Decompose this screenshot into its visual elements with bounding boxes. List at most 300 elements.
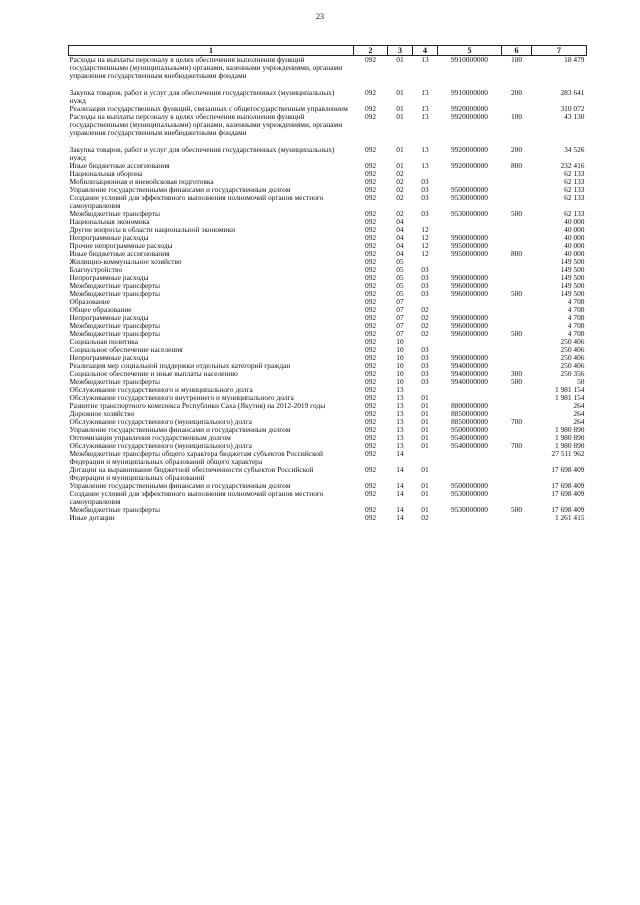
row-subsection-code: 01: [421, 418, 429, 426]
row-amount: 62 133: [564, 210, 585, 218]
row-amount: 264: [573, 418, 585, 426]
column-header-6: 6: [502, 46, 532, 56]
row-subsection-code: 02: [421, 322, 429, 330]
row-amount: 43 130: [564, 113, 585, 121]
row-amount: 62 133: [564, 194, 585, 202]
table-row: [69, 338, 587, 346]
row-expense-type: [502, 322, 532, 330]
table-row: [69, 370, 587, 378]
row-expense-type: [502, 298, 532, 306]
table-row: [69, 105, 587, 113]
row-subsection-code: [413, 450, 438, 466]
table-row: [69, 282, 587, 290]
row-target-article: [438, 178, 502, 186]
table-row: [69, 178, 587, 186]
row-target-article: 9960000000: [451, 322, 488, 330]
row-amount: 1 981 154: [554, 386, 585, 394]
row-section-code: 13: [396, 410, 404, 418]
row-expense-type: [502, 362, 532, 370]
row-name: Управление государственными финансами и государственным долгом: [69, 186, 291, 194]
row-subsection-code: 01: [421, 442, 429, 450]
row-section-code: 04: [396, 242, 404, 250]
row-section-code: 07: [396, 330, 404, 338]
row-section-code: 07: [396, 298, 404, 306]
table-row: [69, 242, 587, 250]
row-target-article: 9950000000: [451, 250, 488, 258]
row-target-article: [438, 394, 502, 402]
row-name: Социальная политика: [69, 338, 139, 346]
row-target-article: 8800000000: [451, 402, 488, 410]
row-name: Образование: [69, 298, 111, 306]
row-grbs-code: 092: [364, 274, 377, 282]
row-subsection-code: 01: [421, 402, 429, 410]
row-amount: 149 500: [560, 282, 585, 290]
row-expense-type: [502, 482, 532, 490]
row-expense-type: 200: [510, 146, 523, 154]
row-subsection-code: 13: [421, 113, 429, 121]
row-expense-type: 100: [510, 113, 523, 121]
row-subsection-code: [413, 258, 438, 266]
row-grbs-code: 092: [364, 418, 377, 426]
row-grbs-code: 092: [364, 442, 377, 450]
row-section-code: 01: [396, 146, 404, 154]
row-section-code: 10: [396, 362, 404, 370]
row-expense-type: [502, 282, 532, 290]
table-row: [69, 194, 587, 210]
row-name: Социальное обеспечение населения: [69, 346, 183, 354]
table-row: [69, 226, 587, 234]
row-amount: 18 479: [564, 55, 585, 64]
row-amount: 310 072: [560, 105, 585, 113]
row-amount: 17 698 409: [551, 482, 585, 490]
table-row: [69, 314, 587, 322]
row-grbs-code: 092: [364, 218, 377, 226]
table-row: [69, 298, 587, 306]
row-amount: 4 700: [567, 306, 585, 314]
row-subsection-code: 01: [421, 482, 429, 490]
row-name: Непрограммные расходы: [69, 234, 149, 242]
row-subsection-code: 12: [421, 234, 429, 242]
row-grbs-code: 092: [364, 178, 377, 186]
row-target-article: [438, 170, 502, 178]
row-grbs-code: 092: [364, 378, 377, 386]
row-section-code: 05: [396, 290, 404, 298]
row-target-article: [438, 514, 502, 522]
row-target-article: 9530000000: [451, 490, 488, 498]
row-target-article: 9900000000: [451, 274, 488, 282]
row-section-code: 10: [396, 354, 404, 362]
row-grbs-code: 092: [364, 290, 377, 298]
row-section-code: 02: [396, 210, 404, 218]
row-expense-type: [502, 314, 532, 322]
row-expense-type: 700: [510, 418, 523, 426]
row-section-code: 07: [396, 322, 404, 330]
table-row: [69, 218, 587, 226]
row-target-article: 9920000000: [451, 162, 488, 170]
row-target-article: 9910000000: [451, 89, 488, 97]
row-grbs-code: 092: [364, 298, 377, 306]
row-target-article: 9960000000: [451, 330, 488, 338]
table-row: [69, 162, 587, 170]
row-amount: 4 700: [567, 314, 585, 322]
table-row: [69, 306, 587, 314]
row-section-code: 10: [396, 338, 404, 346]
row-grbs-code: 092: [364, 210, 377, 218]
row-amount: 62 133: [564, 178, 585, 186]
table-row: [69, 402, 587, 410]
row-name: Мобилизационная и вневойсковая подготовка: [69, 178, 214, 186]
row-target-article: 9500000000: [451, 482, 488, 490]
table-header: [69, 46, 587, 56]
row-expense-type: [502, 466, 532, 482]
row-name: Иные дотации: [69, 514, 115, 522]
row-amount: 40 000: [564, 234, 585, 242]
row-grbs-code: 092: [364, 105, 377, 113]
row-target-article: 9540000000: [451, 442, 488, 450]
row-grbs-code: 092: [364, 466, 377, 474]
row-expense-type: [502, 105, 532, 113]
row-grbs-code: 092: [364, 506, 377, 514]
row-expense-type: [502, 394, 532, 402]
row-target-article: 9940000000: [451, 370, 488, 378]
table-row: [69, 482, 587, 490]
row-subsection-code: 12: [421, 226, 429, 234]
row-subsection-code: 12: [421, 242, 429, 250]
row-section-code: 14: [396, 466, 404, 474]
row-section-code: 13: [396, 434, 404, 442]
row-expense-type: [502, 386, 532, 394]
row-amount: 1 261 415: [554, 514, 585, 522]
row-amount: 4 700: [567, 322, 585, 330]
row-name: Развитие транспортного комплекса Республики Саха (Якутия) на 2012-2019 годы: [69, 402, 326, 410]
row-name: Благоустройство: [69, 266, 123, 274]
row-section-code: 13: [396, 426, 404, 434]
row-expense-type: 700: [510, 442, 523, 450]
row-section-code: 05: [396, 274, 404, 282]
row-grbs-code: 092: [364, 234, 377, 242]
row-target-article: [438, 226, 502, 234]
table-row: [69, 386, 587, 394]
row-name: Обслуживание государственного внутреннего и муниципального долга: [69, 394, 294, 402]
row-name: Реализация государственных функций, связанных с общегосударственным управлением: [69, 105, 348, 113]
table-row: [69, 250, 587, 258]
row-target-article: [438, 450, 502, 466]
row-target-article: 9900000000: [451, 234, 488, 242]
row-grbs-code: 092: [364, 113, 377, 121]
row-target-article: 9530000000: [451, 194, 488, 202]
row-expense-type: [502, 514, 532, 522]
row-name: Управление государственными финансами и государственным долгом: [69, 426, 291, 434]
row-subsection-code: 13: [421, 162, 429, 170]
row-section-code: 05: [396, 282, 404, 290]
row-name: Обслуживание государственного (муниципального) долга: [69, 442, 252, 450]
row-expense-type: [502, 450, 532, 466]
row-expense-type: [502, 218, 532, 226]
row-subsection-code: 03: [421, 290, 429, 298]
row-section-code: 05: [396, 258, 404, 266]
row-amount: 1 981 154: [554, 394, 585, 402]
row-section-code: 13: [396, 394, 404, 402]
row-expense-type: [502, 426, 532, 434]
row-amount: 1 980 890: [554, 442, 585, 450]
row-grbs-code: 092: [364, 306, 377, 314]
row-expense-type: [502, 242, 532, 250]
row-target-article: [438, 466, 502, 482]
row-amount: 1 980 890: [554, 426, 585, 434]
row-expense-type: [502, 266, 532, 274]
row-amount: 250 356: [560, 370, 585, 378]
row-subsection-code: 03: [421, 354, 429, 362]
row-name: Обслуживание государственного и муниципального долга: [69, 386, 253, 394]
row-expense-type: [502, 186, 532, 194]
row-subsection-code: 03: [421, 274, 429, 282]
row-amount: 40 000: [564, 242, 585, 250]
row-amount: 27 511 962: [551, 450, 585, 458]
row-expense-type: 500: [510, 506, 523, 514]
row-target-article: 9530000000: [451, 506, 488, 514]
row-name: Расходы на выплаты персоналу в целях обеспечения выполнения функций государственными (муниципальными) органами, казенными учреждениями, органами управления государственным внебюджетными фондами: [69, 55, 343, 80]
row-grbs-code: 092: [364, 434, 377, 442]
row-expense-type: [502, 346, 532, 354]
row-name: Закупка товаров, работ и услуг для обеспечения государственных (муниципальных) нужд: [69, 89, 335, 105]
row-subsection-code: 01: [421, 394, 429, 402]
row-section-code: 14: [396, 490, 404, 498]
row-target-article: 9500000000: [451, 426, 488, 434]
row-subsection-code: 13: [421, 89, 429, 97]
row-subsection-code: [413, 338, 438, 346]
table-row: [69, 210, 587, 218]
column-header-2: 2: [354, 46, 388, 56]
row-name: Другие вопросы в области национальной экономики: [69, 226, 236, 234]
row-amount: 149 500: [560, 290, 585, 298]
row-amount: 50: [577, 378, 585, 386]
row-grbs-code: 092: [364, 354, 377, 362]
row-section-code: 14: [396, 514, 404, 522]
row-target-article: [438, 386, 502, 394]
row-amount: 250 406: [560, 346, 585, 354]
row-subsection-code: 01: [421, 490, 429, 498]
row-subsection-code: 02: [421, 330, 429, 338]
row-expense-type: [502, 234, 532, 242]
row-subsection-code: 03: [421, 346, 429, 354]
row-expense-type: 500: [510, 378, 523, 386]
table-row: [69, 186, 587, 194]
column-header-3: 3: [388, 46, 413, 56]
row-amount: 283 641: [560, 89, 585, 97]
row-name: Межбюджетные трансферты общего характера бюджетам субъектов Российской Федерации и муниципальных образований общего характера: [69, 450, 323, 466]
row-target-article: 9920000000: [451, 113, 488, 121]
row-subsection-code: 03: [421, 362, 429, 370]
row-name: Межбюджетные трансферты: [69, 282, 160, 290]
table-row: [69, 346, 587, 354]
row-subsection-code: 01: [421, 410, 429, 418]
row-section-code: 04: [396, 218, 404, 226]
row-grbs-code: 092: [364, 482, 377, 490]
row-grbs-code: 092: [364, 514, 377, 522]
row-expense-type: 500: [510, 210, 523, 218]
row-expense-type: 500: [510, 330, 523, 338]
row-target-article: 9540000000: [451, 434, 488, 442]
row-expense-type: [502, 178, 532, 186]
row-amount: 4 700: [567, 298, 585, 306]
row-target-article: 9960000000: [451, 290, 488, 298]
row-expense-type: 200: [510, 89, 523, 97]
row-grbs-code: 092: [364, 410, 377, 418]
row-grbs-code: 092: [364, 258, 377, 266]
row-amount: 149 500: [560, 274, 585, 282]
row-target-article: [438, 258, 502, 266]
row-amount: 250 406: [560, 338, 585, 346]
table-row: [69, 258, 587, 266]
row-grbs-code: 092: [364, 186, 377, 194]
row-name: Непрограммные расходы: [69, 274, 149, 282]
row-section-code: 10: [396, 346, 404, 354]
row-subsection-code: 13: [421, 55, 429, 64]
table-row: [69, 234, 587, 242]
row-amount: 62 133: [564, 170, 585, 178]
row-grbs-code: 092: [364, 250, 377, 258]
row-expense-type: [502, 306, 532, 314]
row-amount: 149 500: [560, 266, 585, 274]
row-name: Национальная оборона: [69, 170, 143, 178]
row-subsection-code: 03: [421, 370, 429, 378]
table-row: [69, 113, 587, 146]
row-expense-type: [502, 490, 532, 506]
row-name: Межбюджетные трансферты: [69, 290, 160, 298]
row-subsection-code: 13: [421, 105, 429, 113]
row-grbs-code: 092: [364, 55, 377, 64]
row-subsection-code: 13: [421, 146, 429, 154]
row-expense-type: 100: [510, 55, 523, 64]
row-amount: 149 500: [560, 258, 585, 266]
row-grbs-code: 092: [364, 346, 377, 354]
row-amount: 1 980 890: [554, 434, 585, 442]
column-header-1: 1: [69, 46, 354, 56]
table-row: [69, 322, 587, 330]
row-name: Непрограммные расходы: [69, 354, 149, 362]
row-name: Создание условий для эффективного выполнения полномочий органов местного самоуправления: [69, 194, 324, 210]
row-name: Дотации на выравнивание бюджетной обеспеченности субъектов Российской Федерации и муниципальных образований: [69, 466, 314, 482]
row-target-article: 9920000000: [451, 105, 488, 113]
row-name: Социальное обеспечение и иные выплаты населению: [69, 370, 238, 378]
row-section-code: 04: [396, 226, 404, 234]
row-target-article: [438, 266, 502, 274]
row-target-article: 8850000000: [451, 410, 488, 418]
table-row: [69, 362, 587, 370]
row-target-article: [438, 218, 502, 226]
row-grbs-code: 092: [364, 338, 377, 346]
table-row: [69, 146, 587, 162]
row-name: Межбюджетные трансферты: [69, 506, 160, 514]
row-name: Межбюджетные трансферты: [69, 322, 160, 330]
row-amount: 34 526: [564, 146, 585, 154]
row-section-code: 13: [396, 442, 404, 450]
row-target-article: 8850000000: [451, 418, 488, 426]
row-expense-type: [502, 402, 532, 410]
row-section-code: 07: [396, 314, 404, 322]
row-amount: 17 698 409: [551, 466, 585, 474]
row-name: Жилищно-коммунальное хозяйство: [69, 258, 182, 266]
row-amount: 17 698 409: [551, 506, 585, 514]
row-name: Расходы на выплаты персоналу в целях обеспечения выполнения функций государственными (муниципальными) органами, казенными учреждениями, органами управления государственным внебюджетными фондами: [69, 113, 343, 137]
row-section-code: 10: [396, 378, 404, 386]
row-section-code: 04: [396, 250, 404, 258]
row-target-article: [438, 338, 502, 346]
table-row: [69, 506, 587, 514]
row-grbs-code: 092: [364, 426, 377, 434]
row-target-article: 9940000000: [451, 362, 488, 370]
row-subsection-code: [413, 386, 438, 394]
row-grbs-code: 092: [364, 242, 377, 250]
row-name: Управление государственными финансами и государственным долгом: [69, 482, 291, 490]
row-subsection-code: 03: [421, 194, 429, 202]
row-amount: 232 416: [560, 162, 585, 170]
row-name: Межбюджетные трансферты: [69, 210, 160, 218]
column-header-7: 7: [532, 46, 587, 56]
table-row: [69, 394, 587, 402]
row-grbs-code: 092: [364, 226, 377, 234]
column-header-4: 4: [413, 46, 438, 56]
row-subsection-code: 01: [421, 434, 429, 442]
row-expense-type: 300: [510, 370, 523, 378]
row-name: Создание условий для эффективного выполнения полномочий органов местного самоуправления: [69, 490, 324, 506]
row-subsection-code: 03: [421, 210, 429, 218]
row-grbs-code: 092: [364, 370, 377, 378]
row-name: Национальная экономика: [69, 218, 150, 226]
row-subsection-code: 01: [421, 426, 429, 434]
row-expense-type: [502, 354, 532, 362]
row-section-code: 14: [396, 506, 404, 514]
row-amount: 264: [573, 402, 585, 410]
table-row: [69, 434, 587, 442]
row-expense-type: [502, 410, 532, 418]
table-row: [69, 490, 587, 506]
row-amount: 4 700: [567, 330, 585, 338]
row-expense-type: 500: [510, 290, 523, 298]
row-amount: 40 000: [564, 250, 585, 258]
table-row: [69, 274, 587, 282]
table-row: [69, 418, 587, 426]
row-amount: 40 000: [564, 226, 585, 234]
row-section-code: 01: [396, 89, 404, 97]
row-subsection-code: 02: [421, 306, 429, 314]
row-subsection-code: 01: [421, 506, 429, 514]
row-subsection-code: 03: [421, 266, 429, 274]
row-grbs-code: 092: [364, 170, 377, 178]
row-target-article: [438, 346, 502, 354]
row-target-article: 9940000000: [451, 378, 488, 386]
row-section-code: 13: [396, 418, 404, 426]
table-row: [69, 450, 587, 466]
table-row: [69, 466, 587, 482]
row-name: Иные бюджетные ассигнования: [69, 250, 170, 258]
row-subsection-code: [413, 298, 438, 306]
row-section-code: 14: [396, 482, 404, 490]
row-amount: 250 406: [560, 362, 585, 370]
row-expense-type: 800: [510, 162, 523, 170]
row-target-article: 9950000000: [451, 242, 488, 250]
table-row: [69, 378, 587, 386]
row-section-code: 01: [396, 162, 404, 170]
table-row: [69, 89, 587, 105]
row-grbs-code: 092: [364, 402, 377, 410]
row-name: Межбюджетные трансферты: [69, 330, 160, 338]
budget-table: [68, 45, 587, 522]
row-expense-type: [502, 434, 532, 442]
table-body: [69, 56, 587, 523]
row-section-code: 14: [396, 450, 404, 458]
row-grbs-code: 092: [364, 266, 377, 274]
